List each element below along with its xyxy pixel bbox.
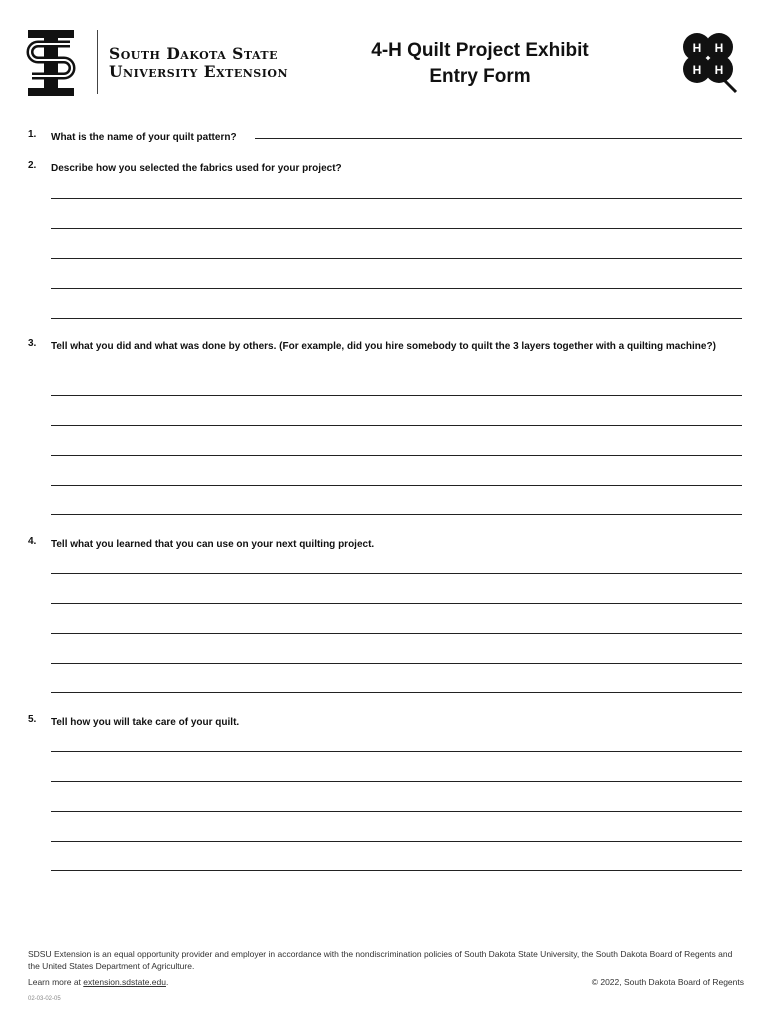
answer-line[interactable]	[51, 198, 742, 199]
org-name-line2: University Extension	[109, 62, 289, 81]
question-text: Tell how you will take care of your quilt.	[51, 717, 240, 728]
footer-links	[28, 977, 744, 987]
answer-line[interactable]	[51, 751, 742, 752]
title-line1: 4-H Quilt Project Exhibit	[371, 40, 589, 61]
four-h-clover-icon	[676, 28, 740, 94]
answer-line[interactable]	[51, 811, 742, 812]
org-name	[109, 45, 288, 81]
page-title	[340, 38, 620, 90]
answer-line[interactable]	[51, 485, 742, 486]
answer-line[interactable]	[51, 633, 742, 634]
answer-line-quilt-pattern[interactable]	[255, 138, 742, 139]
answer-line[interactable]	[51, 258, 742, 259]
extension-link[interactable]: extension.sdstate.edu	[83, 977, 166, 987]
sdsu-logo-icon	[26, 28, 76, 98]
answer-line[interactable]	[51, 228, 742, 229]
question-number: 3.	[28, 338, 37, 349]
learn-more-suffix: .	[165, 977, 169, 987]
answer-line[interactable]	[51, 692, 742, 693]
learn-more-prefix: Learn more at	[28, 977, 84, 987]
svg-text:H: H	[692, 63, 702, 77]
answer-line[interactable]	[51, 318, 742, 319]
answer-line[interactable]	[51, 425, 742, 426]
answer-line[interactable]	[51, 514, 742, 515]
svg-text:H: H	[692, 41, 702, 55]
question-text: Tell what you learned that you can use on your next quilting project.	[51, 539, 375, 550]
answer-line[interactable]	[51, 870, 742, 871]
copyright: © 2022, South Dakota Board of Regents	[591, 977, 744, 987]
question-number: 1.	[28, 129, 37, 140]
page-header	[0, 0, 770, 110]
question-text: What is the name of your quilt pattern?	[51, 132, 237, 143]
question-number: 5.	[28, 714, 37, 725]
answer-line[interactable]	[51, 603, 742, 604]
answer-line[interactable]	[51, 455, 742, 456]
answer-line[interactable]	[51, 781, 742, 782]
document-code: 02-03-02-05	[28, 996, 61, 1002]
question-text: Tell what you did and what was done by others. (For example, did you hire somebody to quilt the 3 layers together with a quilting machine?)	[51, 341, 716, 352]
svg-text:H: H	[714, 63, 724, 77]
question-number: 2.	[28, 160, 37, 171]
question-number: 4.	[28, 536, 37, 547]
equal-opportunity-statement: SDSU Extension is an equal opportunity provider and employer in accordance with the nondiscrimination policies of South Dakota State University, the South Dakota Board of Regents and the United States Department of Agriculture.	[28, 949, 733, 971]
answer-line[interactable]	[51, 841, 742, 842]
org-name-line1: South Dakota State	[109, 44, 278, 63]
answer-line[interactable]	[51, 663, 742, 664]
svg-text:H: H	[714, 41, 724, 55]
question-text: Describe how you selected the fabrics used for your project?	[51, 163, 342, 174]
answer-line[interactable]	[51, 288, 742, 289]
header-divider	[97, 30, 98, 94]
answer-line[interactable]	[51, 573, 742, 574]
title-line2: Entry Form	[429, 66, 531, 87]
answer-line[interactable]	[51, 395, 742, 396]
